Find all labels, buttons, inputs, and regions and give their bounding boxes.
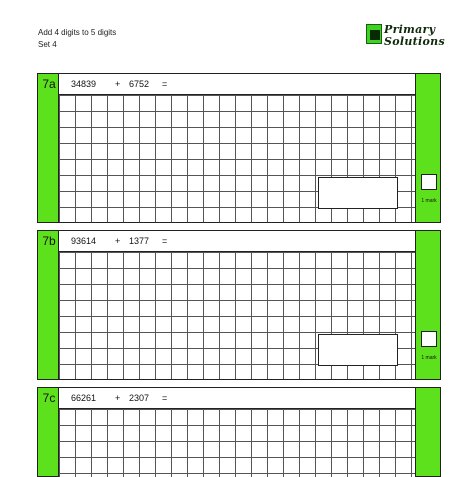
- equals-sign: =: [162, 393, 168, 403]
- first-number: 93614: [71, 236, 97, 246]
- equals-sign: =: [162, 79, 168, 89]
- logo-word-1: Primary: [384, 23, 436, 36]
- question-label: 7c: [37, 387, 59, 477]
- working-grid[interactable]: [59, 409, 415, 477]
- mark-label: 1 mark: [421, 198, 437, 204]
- worksheet-set: Set 4: [38, 40, 57, 49]
- second-number: 6752: [129, 79, 150, 89]
- equals-sign: =: [162, 236, 168, 246]
- first-number: 66261: [71, 393, 97, 403]
- first-number: 34839: [71, 79, 97, 89]
- question-7a: [37, 73, 441, 223]
- mark-label: 1 mark: [421, 355, 437, 361]
- second-number: 2307: [129, 393, 150, 403]
- marks-column: [415, 387, 441, 477]
- worksheet-title: Add 4 digits to 5 digits: [38, 28, 117, 37]
- question-sum: [59, 387, 415, 409]
- question-label: 7b: [37, 230, 59, 380]
- answer-box[interactable]: [318, 177, 398, 209]
- plus-sign: +: [115, 236, 121, 246]
- mark-checkbox[interactable]: [421, 331, 437, 347]
- mark-checkbox[interactable]: [421, 174, 437, 190]
- logo-word-2: Solutions: [384, 35, 445, 48]
- answer-box[interactable]: [318, 334, 398, 366]
- question-sum: [59, 230, 415, 252]
- question-7c: [37, 387, 441, 477]
- question-sum: [59, 73, 415, 95]
- plus-sign: +: [115, 79, 121, 89]
- primary-solutions-logo: [364, 22, 444, 50]
- second-number: 1377: [129, 236, 150, 246]
- logo-icon: [366, 24, 382, 44]
- marks-column: [415, 230, 441, 380]
- marks-column: [415, 73, 441, 223]
- question-label: 7a: [37, 73, 59, 223]
- plus-sign: +: [115, 393, 121, 403]
- question-7b: [37, 230, 441, 380]
